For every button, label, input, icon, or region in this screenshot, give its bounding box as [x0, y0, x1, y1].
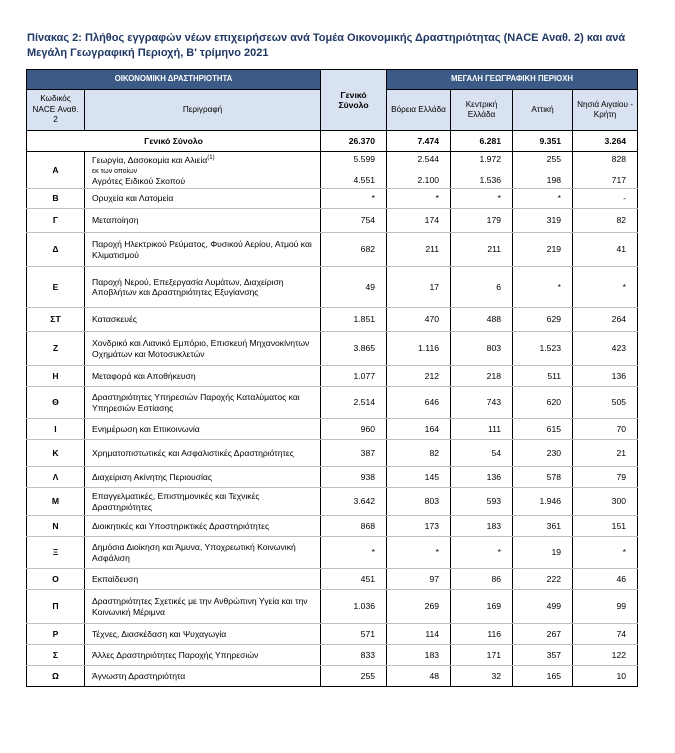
row-value: 511 — [513, 366, 573, 387]
row-value: 97 — [387, 569, 451, 590]
row-value: 218 — [451, 366, 513, 387]
row-value: 183 — [451, 516, 513, 537]
sub-value: 717 — [611, 175, 627, 186]
row-description: Άγνωστη Δραστηριότητα — [85, 666, 321, 687]
row-value: 499 — [513, 590, 573, 624]
row-value: 151 — [573, 516, 638, 537]
row-value: * — [387, 189, 451, 209]
row-value: 74 — [573, 624, 638, 645]
table-caption: Πλήθος εγγραφών νέων επιχειρήσεων ανά Τομέα Οικονομικής Δραστηριότητας (NACE Αναθ. 2) και ανά Μεγάλη Γεωγραφική Περιοχή, Β' τρίμηνο 2021 — [27, 32, 626, 59]
row-value: 173 — [387, 516, 451, 537]
row-value: 803 — [451, 332, 513, 366]
row-description: Χρηματοπιστωτικές και Ασφαλιστικές Δραστηριότητες — [85, 440, 321, 467]
row-value: 171 — [451, 645, 513, 666]
table-row — [27, 419, 638, 440]
row-value: 136 — [451, 467, 513, 488]
row-value: 361 — [513, 516, 573, 537]
row-value: 46 — [573, 569, 638, 590]
table-row — [27, 516, 638, 537]
table-row — [27, 488, 638, 516]
row-value: 82 — [573, 209, 638, 233]
table-row — [27, 332, 638, 366]
row-value: 41 — [573, 233, 638, 267]
row-description: Ενημέρωση και Επικοινωνία — [85, 419, 321, 440]
grand-total-value: 6.281 — [451, 131, 513, 152]
row-value: 1.946 — [513, 488, 573, 516]
row-value: 615 — [513, 419, 573, 440]
row-value: - — [573, 189, 638, 209]
row-description: Διοικητικές και Υποστηρικτικές Δραστηριότητες — [85, 516, 321, 537]
row-value: 803 — [387, 488, 451, 516]
row-value: 423 — [573, 332, 638, 366]
row-value: 165 — [513, 666, 573, 687]
row-value: 1.523 — [513, 332, 573, 366]
row-value: * — [321, 189, 387, 209]
row-value: 488 — [451, 308, 513, 332]
header-total: Γενικό Σύνολο — [321, 70, 387, 131]
row-value: 5.599 — [353, 154, 376, 165]
row-value: 21 — [573, 440, 638, 467]
row-value: 211 — [451, 233, 513, 267]
row-code: Ι — [27, 419, 85, 440]
header-central: Κεντρική Ελλάδα — [451, 90, 513, 131]
row-value: 54 — [451, 440, 513, 467]
header-attica: Αττική — [513, 90, 573, 131]
row-value: 183 — [387, 645, 451, 666]
grand-total-row — [27, 131, 638, 152]
header-islands: Νησιά Αιγαίου - Κρήτη — [573, 90, 638, 131]
row-code: Θ — [27, 387, 85, 419]
row-value: 17 — [387, 267, 451, 308]
row-value: 267 — [513, 624, 573, 645]
footnote-mark: (1) — [207, 155, 215, 162]
row-code: Ν — [27, 516, 85, 537]
table-title — [27, 31, 657, 61]
grand-total-value: 3.264 — [573, 131, 638, 152]
table-row — [27, 189, 638, 209]
row-values-total — [321, 152, 387, 189]
row-value: 1.077 — [321, 366, 387, 387]
table-row — [27, 440, 638, 467]
row-description: Διαχείριση Ακίνητης Περιουσίας — [85, 467, 321, 488]
row-description: Άλλες Δραστηριότητες Παροχής Υπηρεσιών — [85, 645, 321, 666]
row-value: 2.544 — [417, 154, 440, 165]
row-value: 222 — [513, 569, 573, 590]
header-region: ΜΕΓΑΛΗ ΓΕΩΓΡΑΦΙΚΗ ΠΕΡΙΟΧΗ — [387, 70, 638, 90]
row-code: Μ — [27, 488, 85, 516]
table-row — [27, 666, 638, 687]
row-code: ΣΤ — [27, 308, 85, 332]
sub-label: εκ των οποίων — [92, 168, 138, 176]
row-description: Επαγγελματικές, Επιστημονικές και Τεχνικές Δραστηριότητες — [85, 488, 321, 516]
row-value: 451 — [321, 569, 387, 590]
row-value: 164 — [387, 419, 451, 440]
table-row — [27, 308, 638, 332]
table-number: Πίνακας 2: — [27, 32, 82, 44]
row-value: 174 — [387, 209, 451, 233]
row-description: Δημόσια Διοίκηση και Άμυνα, Υποχρεωτική Κοινωνική Ασφάλιση — [85, 537, 321, 569]
header-activity: ΟΙΚΟΝΟΜΙΚΗ ΔΡΑΣΤΗΡΙΟΤΗΤΑ — [27, 70, 321, 90]
row-value: 3.642 — [321, 488, 387, 516]
row-description: Χονδρικό και Λιανικό Εμπόριο, Επισκευή Μηχανοκίνητων Οχημάτων και Μοτοσυκλετών — [85, 332, 321, 366]
row-code: Β — [27, 189, 85, 209]
row-value: 70 — [573, 419, 638, 440]
row-value: 212 — [387, 366, 451, 387]
row-code: Ε — [27, 267, 85, 308]
row-value: 828 — [611, 154, 627, 165]
row-value: 754 — [321, 209, 387, 233]
row-code: Δ — [27, 233, 85, 267]
sub-value: 4.551 — [353, 175, 376, 186]
row-code: Η — [27, 366, 85, 387]
row-value: 169 — [451, 590, 513, 624]
row-value: 868 — [321, 516, 387, 537]
row-code: Ο — [27, 569, 85, 590]
row-value: * — [321, 537, 387, 569]
grand-total-value: 9.351 — [513, 131, 573, 152]
row-description: Μεταποίηση — [85, 209, 321, 233]
row-code: Ω — [27, 666, 85, 687]
table-row — [27, 624, 638, 645]
header-description: Περιγραφή — [85, 90, 321, 131]
table-row — [27, 233, 638, 267]
row-value: 1.036 — [321, 590, 387, 624]
row-value: 646 — [387, 387, 451, 419]
table-row — [27, 152, 638, 189]
row-code: Α — [27, 152, 85, 189]
table-row — [27, 537, 638, 569]
row-value: * — [387, 537, 451, 569]
row-value: 593 — [451, 488, 513, 516]
row-code: Ρ — [27, 624, 85, 645]
row-value: 578 — [513, 467, 573, 488]
row-value: 122 — [573, 645, 638, 666]
row-value: 938 — [321, 467, 387, 488]
agri-desc: Γεωργία, Δασοκομία και Αλιεία — [92, 154, 208, 165]
row-value: 211 — [387, 233, 451, 267]
row-value: 629 — [513, 308, 573, 332]
row-code: Λ — [27, 467, 85, 488]
sub-desc: Αγρότες Ειδικού Σκοπού — [92, 176, 186, 187]
row-value: 357 — [513, 645, 573, 666]
table-row — [27, 209, 638, 233]
row-value: * — [451, 537, 513, 569]
row-value: 48 — [387, 666, 451, 687]
sub-value: 1.536 — [479, 175, 502, 186]
row-value: 114 — [387, 624, 451, 645]
row-code: Σ — [27, 645, 85, 666]
row-value: 32 — [451, 666, 513, 687]
table-row — [27, 645, 638, 666]
row-value: 111 — [451, 419, 513, 440]
row-value: * — [513, 267, 573, 308]
row-value: 99 — [573, 590, 638, 624]
row-value: 682 — [321, 233, 387, 267]
row-description: Παροχή Νερού, Επεξεργασία Λυμάτων, Διαχείριση Αποβλήτων και Δραστηριότητες Εξυγίανσης — [85, 267, 321, 308]
table-row — [27, 569, 638, 590]
header-code: Κωδικός NACE Αναθ. 2 — [27, 90, 85, 131]
row-values-attica — [513, 152, 573, 189]
row-value: 219 — [513, 233, 573, 267]
table-row — [27, 267, 638, 308]
row-values-central — [451, 152, 513, 189]
table-row — [27, 366, 638, 387]
row-value: 116 — [451, 624, 513, 645]
row-description: Κατασκευές — [85, 308, 321, 332]
row-description: Μεταφορά και Αποθήκευση — [85, 366, 321, 387]
row-description: Παροχή Ηλεκτρικού Ρεύματος, Φυσικού Αερίου, Ατμού και Κλιματισμού — [85, 233, 321, 267]
table-row — [27, 387, 638, 419]
row-description: Εκπαίδευση — [85, 569, 321, 590]
sub-value: 198 — [546, 175, 562, 186]
row-description: Δραστηριότητες Υπηρεσιών Παροχής Καταλύματος και Υπηρεσιών Εστίασης — [85, 387, 321, 419]
row-value: 79 — [573, 467, 638, 488]
row-value: 960 — [321, 419, 387, 440]
grand-total-value: 7.474 — [387, 131, 451, 152]
row-description — [85, 152, 321, 189]
row-value: 264 — [573, 308, 638, 332]
grand-total-value: 26.370 — [321, 131, 387, 152]
row-value: 269 — [387, 590, 451, 624]
header-north: Βόρεια Ελλάδα — [387, 90, 451, 131]
row-code: Ζ — [27, 332, 85, 366]
row-value: 145 — [387, 467, 451, 488]
row-value: 743 — [451, 387, 513, 419]
table-row — [27, 590, 638, 624]
row-value: 136 — [573, 366, 638, 387]
row-value: 571 — [321, 624, 387, 645]
row-code: Κ — [27, 440, 85, 467]
row-values-islands — [573, 152, 638, 189]
nace-region-table — [26, 69, 638, 687]
row-value: * — [451, 189, 513, 209]
row-code: Ξ — [27, 537, 85, 569]
row-code: Γ — [27, 209, 85, 233]
row-value: 179 — [451, 209, 513, 233]
row-value: 19 — [513, 537, 573, 569]
row-value: 10 — [573, 666, 638, 687]
row-value: 470 — [387, 308, 451, 332]
row-value: 833 — [321, 645, 387, 666]
row-value: 387 — [321, 440, 387, 467]
row-value: 2.514 — [321, 387, 387, 419]
sub-value: 2.100 — [417, 175, 440, 186]
row-values-north — [387, 152, 451, 189]
row-value: * — [573, 267, 638, 308]
row-value: 319 — [513, 209, 573, 233]
table-row — [27, 467, 638, 488]
row-description: Τέχνες, Διασκέδαση και Ψυχαγωγία — [85, 624, 321, 645]
grand-total-label: Γενικό Σύνολο — [27, 131, 321, 152]
row-value: 3.865 — [321, 332, 387, 366]
row-description: Ορυχεία και Λατομεία — [85, 189, 321, 209]
row-value: 255 — [546, 154, 562, 165]
row-value: 6 — [451, 267, 513, 308]
row-value: 49 — [321, 267, 387, 308]
row-value: 255 — [321, 666, 387, 687]
row-value: * — [513, 189, 573, 209]
row-value: 1.116 — [387, 332, 451, 366]
row-description: Δραστηριότητες Σχετικές με την Ανθρώπινη Υγεία και την Κοινωνική Μέριμνα — [85, 590, 321, 624]
row-code: Π — [27, 590, 85, 624]
row-value: 230 — [513, 440, 573, 467]
row-value: 82 — [387, 440, 451, 467]
row-value: 86 — [451, 569, 513, 590]
row-value: 300 — [573, 488, 638, 516]
row-value: 1.851 — [321, 308, 387, 332]
row-value: 620 — [513, 387, 573, 419]
row-value: 505 — [573, 387, 638, 419]
row-value: 1.972 — [479, 154, 502, 165]
row-value: * — [573, 537, 638, 569]
